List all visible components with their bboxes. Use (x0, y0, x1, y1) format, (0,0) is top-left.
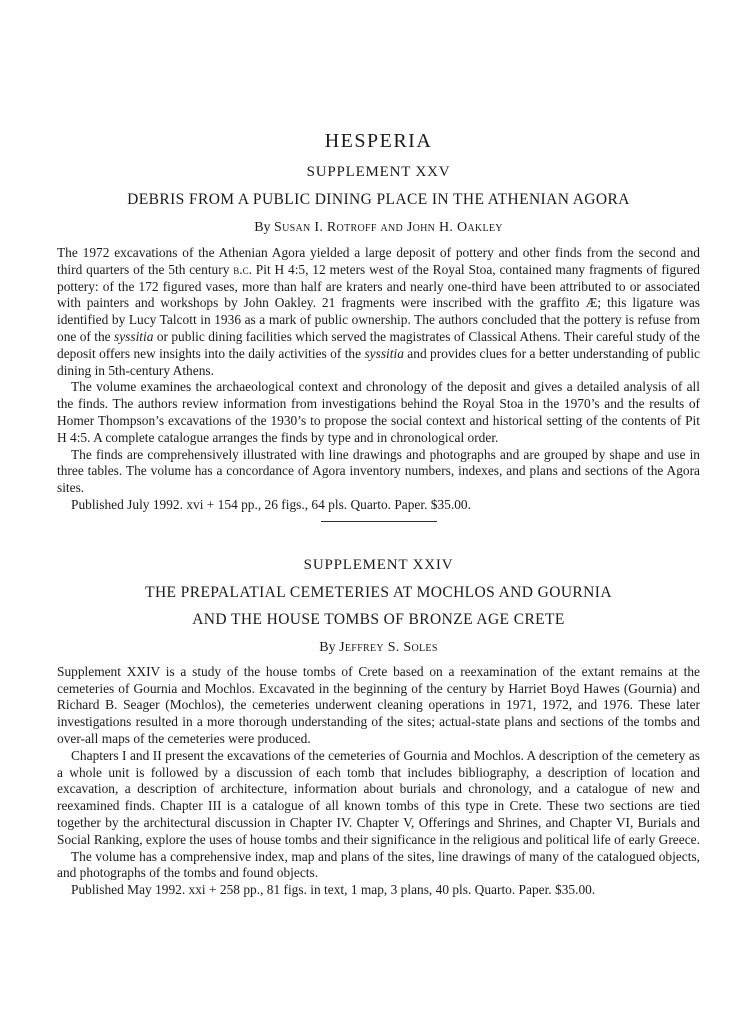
work-title-line: DEBRIS FROM A PUBLIC DINING PLACE IN THE ATHENIAN AGORA (127, 191, 630, 208)
italic-term: syssitia (364, 345, 404, 361)
paragraph (57, 497, 700, 514)
small-caps-term: b.c. (233, 261, 252, 277)
entry-description (57, 664, 700, 899)
supplement-entry-xxv (57, 164, 700, 514)
text-run: The 1972 excavations of the Athenian Agora yielded a large deposit of pottery and other finds from the second and third quarters of the 5th century (57, 245, 700, 277)
byline-prefix: By (254, 220, 275, 235)
supplement-number: SUPPLEMENT XXV (306, 164, 451, 180)
entry-description (57, 245, 700, 514)
text-run: Published July 1992. xvi + 154 pp., 26 figs., 64 pls. Quarto. Paper. $35.00. (71, 496, 471, 512)
paragraph (57, 447, 700, 497)
paragraph (57, 664, 700, 748)
work-title-line: THE PREPALATIAL CEMETERIES AT MOCHLOS AND GOURNIA (145, 583, 612, 601)
text-run: or public dining facilities which served the magistrates of Classical Athens. Their careful study of the deposit offers new insights into the daily activities of the (57, 328, 700, 361)
text-run: and provides clues for a better understanding of public dining in 5th-century Athens. (57, 345, 700, 378)
byline-prefix: By (319, 639, 340, 655)
byline-authors: Jeffrey S. Soles (339, 639, 438, 655)
text-run: Supplement XXIV is a study of the house tombs of Crete based on a reexamination of the extant remains at the cemeteries of Gournia and Mochlos. Excavated in the beginning of the century by Harriet Boyd Hawes (Gournia) and Richard B. Seager (Mochlos), the cemeteries underwent cleaning operations in 1971, 1972, and 1976. These later investigations resulted in a more thorough understanding of the sites; actual-state plans and sections of the tombs and over-all maps of the cemeteries were produced. (57, 663, 700, 746)
byline (57, 220, 700, 235)
text-run: The volume examines the archaeological context and chronology of the deposit and gives a detailed analysis of all the finds. The authors review information from investigations behind the Royal Stoa in the 1970’s and the results of Homer Thompson’s excavations of the 1930’s to propose the social context and historical setting of the contents of Pit H 4:5. A complete catalogue arranges the finds by type and in chronological order. (57, 379, 700, 445)
paragraph (57, 748, 700, 849)
journal-title: HESPERIA (324, 130, 433, 152)
text-run: Published May 1992. xxi + 258 pp., 81 figs. in text, 1 map, 3 plans, 40 pls. Quarto. Paper. $35.00. (71, 882, 596, 898)
work-title (57, 192, 700, 208)
text-run: The finds are comprehensively illustrated with line drawings and photographs and are grouped by shape and use in three tables. The volume has a concordance of Agora inventory numbers, indexes, and plans and sections of the Agora sites. (57, 446, 700, 496)
section-divider-rule (321, 521, 437, 522)
paragraph (57, 379, 700, 446)
work-title-line: AND THE HOUSE TOMBS OF BRONZE AGE CRETE (192, 610, 565, 628)
text-run: Chapters I and II present the excavations of the cemeteries of Gournia and Mochlos. A description of the cemetery as a whole unit is followed by a discussion of each tomb that includes bibliography, a description of location and excavation, a description of architecture, information about burials and chronology, and a catalogue of new and reexamined finds. Chapter III is a catalogue of all known tombs of this type in Crete. These two sections are tied together by the architectural discussion in Chapter IV. Chapter V, Offerings and Shrines, and Chapter VI, Burials and Social Ranking, explore the uses of house tombs and their significance in the religious and political life of early Greece. (57, 747, 700, 847)
byline-authors: Susan I. Rotroff and John H. Oakley (274, 220, 503, 235)
text-run: Æ (585, 295, 598, 311)
supplement-entry-xxiv (57, 557, 700, 899)
work-title (57, 585, 700, 628)
italic-term: syssitia (114, 328, 154, 344)
supplement-number: SUPPLEMENT XXIV (303, 556, 454, 573)
text-run: ; this ligature was identified by Lucy Talcott in 1936 as a mark of public ownership. The authors concluded that the pottery is refuse from one of the (57, 295, 700, 344)
text-run: Pit H 4:5, 12 meters west of the Royal Stoa, contained many fragments of figured pottery: of the 172 figured vases, more than half are kraters and nearly one-third have been attributed to or associated with painters and workshops by John Oakley. 21 fragments were inscribed with the graffito (57, 261, 700, 311)
paragraph (57, 245, 700, 379)
paragraph (57, 849, 700, 883)
text-run: The volume has a comprehensive index, map and plans of the sites, line drawings of many of the catalogued objects, and photographs of the tombs and found objects. (57, 848, 700, 881)
byline (57, 640, 700, 655)
paragraph (57, 882, 700, 899)
